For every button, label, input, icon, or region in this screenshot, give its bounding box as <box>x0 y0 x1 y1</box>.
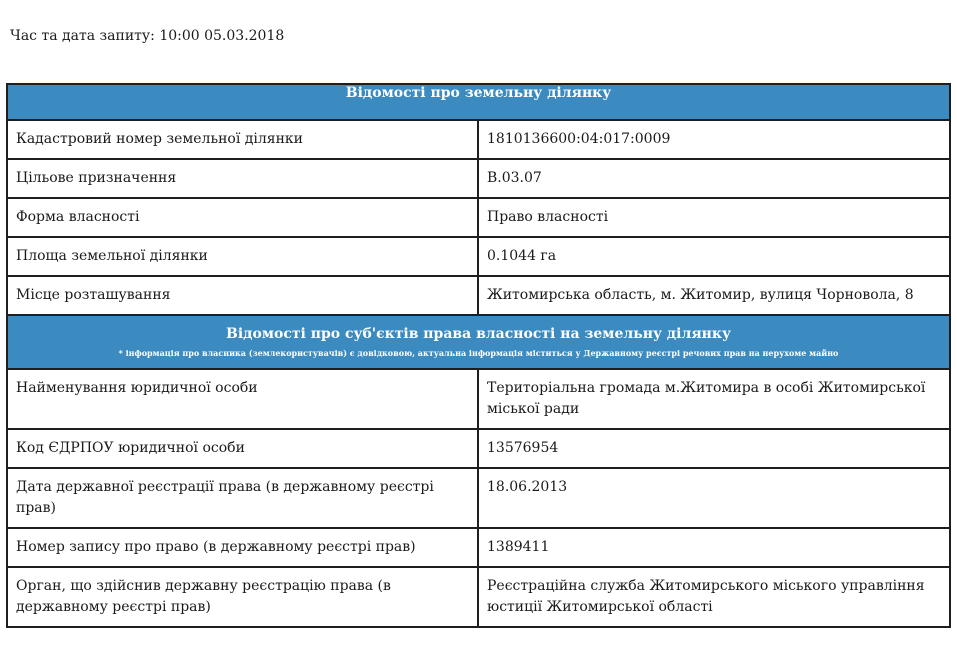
section-note: * інформація про власника (землекористувачів) є довідковою, актуальна інформація міститься у Державному реєстрі речових прав на нерухоме майно <box>118 348 839 358</box>
row-value: 1389411 <box>478 528 950 567</box>
row-label: Орган, що здійснив державну реєстрацію права (в державному реєстрі прав) <box>7 567 478 627</box>
section-title: Відомості про суб'єктів права власності на земельну ділянку <box>226 326 731 342</box>
row-value: Територіальна громада м.Житомира в особі Житомирської міської ради <box>478 369 950 429</box>
row-value: Право власності <box>478 198 950 237</box>
table-row <box>7 528 950 567</box>
table-row <box>7 237 950 276</box>
row-value: Житомирська область, м. Житомир, вулиця Чорновола, 8 <box>478 276 950 315</box>
row-label: Площа земельної ділянки <box>7 237 478 276</box>
row-label: Місце розташування <box>7 276 478 315</box>
table-row <box>7 468 950 528</box>
table-row <box>7 159 950 198</box>
table-row <box>7 369 950 429</box>
row-label: Дата державної реєстрації права (в державному реєстрі прав) <box>7 468 478 528</box>
section-header-land: Відомості про земельну ділянку <box>7 84 950 120</box>
row-label: Цільове призначення <box>7 159 478 198</box>
row-label: Кадастровий номер земельної ділянки <box>7 120 478 159</box>
table-row <box>7 567 950 627</box>
land-info-table <box>6 83 951 628</box>
row-label: Форма власності <box>7 198 478 237</box>
table-row <box>7 276 950 315</box>
row-value: 0.1044 га <box>478 237 950 276</box>
table-row <box>7 120 950 159</box>
row-value: 1810136600:04:017:0009 <box>478 120 950 159</box>
row-label: Найменування юридичної особи <box>7 369 478 429</box>
query-value: 10:00 05.03.2018 <box>159 28 285 44</box>
row-value: Реєстраційна служба Житомирського міського управління юстиції Житомирської області <box>478 567 950 627</box>
section-header-owners <box>7 315 950 369</box>
query-timestamp <box>10 28 284 44</box>
query-label: Час та дата запиту: <box>10 28 155 44</box>
table-row <box>7 429 950 468</box>
row-value: В.03.07 <box>478 159 950 198</box>
row-value: 18.06.2013 <box>478 468 950 528</box>
row-value: 13576954 <box>478 429 950 468</box>
table-row <box>7 198 950 237</box>
row-label: Номер запису про право (в державному реєстрі прав) <box>7 528 478 567</box>
row-label: Код ЄДРПОУ юридичної особи <box>7 429 478 468</box>
